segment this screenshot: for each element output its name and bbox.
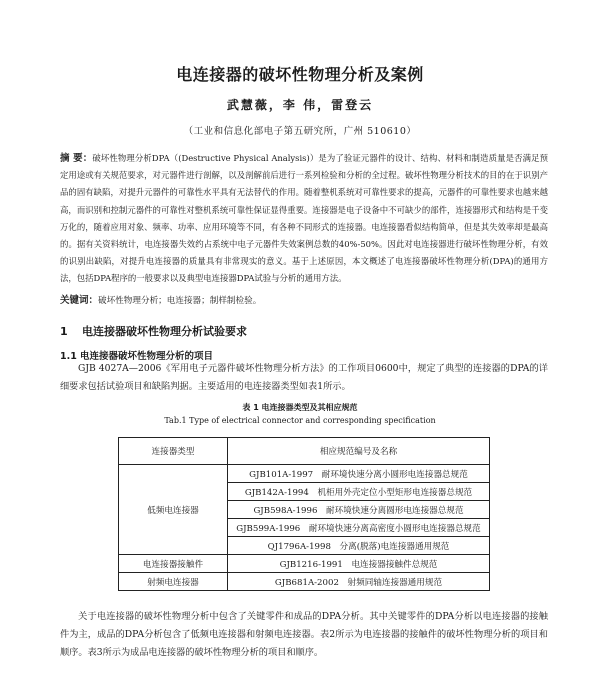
table-cell-spec: GJB598A-1996 耐环境快速分离圆形电连接器总规范 xyxy=(228,501,490,519)
table-cell-spec: GJB681A-2002 射频同轴连接器通用规范 xyxy=(228,573,490,591)
paragraph-1-text: GJB 4027A—2006《军用电子元器件破坏性物理分析方法》的工作项目0600中，规定了典型的连接器的DPA的详细要求包括试验项目和缺陷判据。主要适用的电连接器类型如表1所示。 xyxy=(60,363,548,392)
connector-spec-table xyxy=(118,437,490,591)
keywords-text: 破坏性物理分析；电连接器；制样制检验。 xyxy=(98,296,262,306)
abstract xyxy=(60,150,548,288)
paragraph-1 xyxy=(60,360,548,396)
table-cell-spec: GJB1216-1991 电连接器接触件总规范 xyxy=(228,555,490,573)
abstract-text: 破坏性物理分析DPA（(Destructive Physical Analysis)）是为了验证元器件的设计、结构、材料和制造质量是否满足预定用途或有关规范要求，对元器件进行剖解，以及剖解前后进行一系列检验和分析的全过程。破坏性物理分析技术的目的在于识别产品的固有缺陷，对提升元器件的可靠性水平具有无法替代的作用。随着整机系统对可靠性要求的提高，元器件的可靠性要求也越来越高，而识别和控制元器件的可靠性对整机系统可靠性保证显得重要。连接器是电子设备中不可缺少的部件，连接器形式和结构是千变万化的，随着应用对象、频率、功率、应用环境等不同，有各种不同形式的连接器。电连接器看似结构简单，但是其失效率却是最高的。据有关资料统计，电连接器失效约占系统中电子元器件失效案例总数的40%-50%。因此对电连接器进行破坏性物理分析，有效的识别出缺陷，对提升电连接器的质量具有非常现实的意义。基于上述原因，本文概述了电连接器破坏性物理分析(DPA)的通用方法，包括DPA程序的一般要求以及典型电连接器DPA试验与分析的通用方法。 xyxy=(60,153,549,284)
keywords xyxy=(60,292,548,310)
section-1-heading xyxy=(60,323,247,339)
table-header-row xyxy=(119,438,490,465)
section-1-1-title: 电连接器破坏性物理分析的项目 xyxy=(80,351,214,362)
table-cell-type-rf: 射频电连接器 xyxy=(119,573,228,591)
table-1-caption-cn: 表 1 电连接器类型及其相应规范 xyxy=(242,403,358,412)
paper-title: 电连接器的破坏性物理分析及案例 xyxy=(176,65,424,84)
section-1-1-number: 1.1 xyxy=(60,351,77,362)
table-header-spec: 相应规范编号及名称 xyxy=(228,438,490,465)
table-cell-type-contact: 电连接器接触件 xyxy=(119,555,228,573)
paper-affiliation: （工业和信息化部电子第五研究所，广州 510610） xyxy=(183,126,417,137)
paragraph-2-text: 关于电连接器的破坏性物理分析中包含了关键零件和成品的DPA分析。其中关键零件的DPA分析以电连接器的接触件为主，成品的DPA分析包含了低频电连接器和射频电连接器。表2所示为电连接器的接触件的破坏性物理分析的项目和顺序。表3所示为成品电连接器的破坏性物理分析的项目和顺序。 xyxy=(60,611,548,658)
keywords-label: 关键词： xyxy=(60,295,99,306)
table-cell-spec: GJB142A-1994 机柜用外壳定位小型矩形电连接器总规范 xyxy=(228,483,490,501)
table-header-type: 连接器类型 xyxy=(119,438,228,465)
table-cell-spec: QJ1796A-1998 分离(脱落)电连接器通用规范 xyxy=(228,537,490,555)
section-1-number: 1 xyxy=(60,325,68,338)
table-cell-spec: GJB101A-1997 耐环境快速分离小圆形电连接器总规范 xyxy=(228,465,490,483)
table-1-caption-en: Tab.1 Type of electrical connector and corresponding specification xyxy=(164,416,436,425)
paragraph-2 xyxy=(60,608,548,662)
paper-authors: 武慧薇，李 伟，雷登云 xyxy=(226,98,374,112)
table-cell-type-low-frequency: 低频电连接器 xyxy=(119,465,228,555)
table-row xyxy=(119,555,490,573)
section-1-title: 电连接器破坏性物理分析试验要求 xyxy=(82,325,247,338)
table-row xyxy=(119,573,490,591)
table-row xyxy=(119,465,490,483)
abstract-label: 摘 要： xyxy=(60,153,93,164)
table-cell-spec: GJB599A-1996 耐环境快速分离高密度小圆形电连接器总规范 xyxy=(228,519,490,537)
